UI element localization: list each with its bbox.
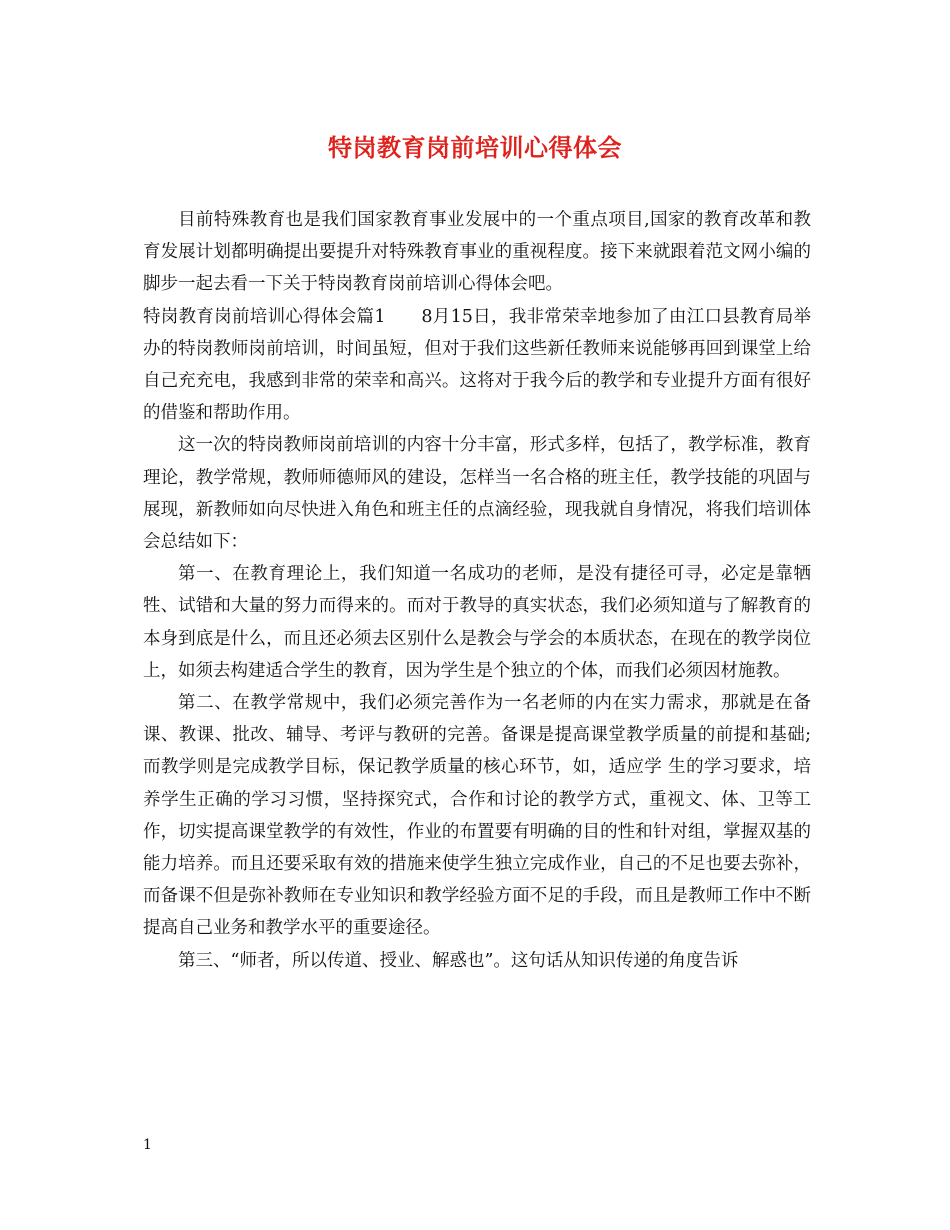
paragraph-article-1: 特岗教育岗前培训心得体会篇1 8月15日，我非常荣幸地参加了由江口县教育局举办的特岗教师岗前培训，时间虽短，但对于我们这些新任教师来说能够再回到课堂上给自己充充电，我感到非常的荣幸和高兴。这将对于我今后的教学和专业提升方面有很好的借鉴和帮助作用。 [143, 306, 811, 424]
page-number: 1 [143, 1137, 152, 1153]
paragraph-training-content: 这一次的特岗教师岗前培训的内容十分丰富，形式多样，包括了，教学标准，教育理论，教学常规，教师师德师风的建设，怎样当一名合格的班主任，教学技能的巩固与展现，新教师如向尽快进入角色和班主任的点滴经验，现我就自身情况，将我们培训体会总结如下： [143, 435, 811, 553]
paragraph-third-point: 第三、“师者，所以传道、授业、解惑也”。这句话从知识传递的角度告诉 [178, 950, 739, 971]
paragraph-second-point: 第二、在教学常规中，我们必须完善作为一名老师的内在实力需求，那就是在备课、教课、批改、辅导、考评与教研的完善。备课是提高课堂教学质量的前提和基础;而教学则是完成教学目标，保记教学质量的核心环节，如，适应学 生的学习要求，培养学生正确的学习习惯，坚持探究式，合作和讨论的教学方式，重视文、体、卫等工作，切实提高课堂教学的有效性，作业的布置要有明确的目的性和针对组，掌握双基的能力培养。而且还要采取有效的措施来使学生独立完成作业，自己的不足也要去弥补，而备课不但是弥补教师在专业知识和教学经验方面不足的手段，而且是教师工作中不断提高自己业务和教学水平的重要途径。 [143, 693, 811, 939]
document-body [143, 204, 811, 977]
document-title: 特岗教育岗前培训心得体会 [328, 133, 622, 162]
paragraph-first-point: 第一、在教育理论上，我们知道一名成功的老师，是没有捷径可寻，必定是靠牺牲、试错和大量的努力而得来的。而对于教导的真实状态，我们必须知道与了解教育的本身到底是什么，而且还必须去区别什么是教会与学会的本质状态，在现在的教学岗位上，如须去构建适合学生的教育，因为学生是个独立的个体，而我们必须因材施教。 [143, 564, 811, 681]
paragraph-intro: 目前特殊教育也是我们国家教育事业发展中的一个重点项目,国家的教育改革和教育发展计划都明确提出要提升对特殊教育事业的重视程度。接下来就跟着范文网小编的脚步一起去看一下关于特岗教育岗前培训心得体会吧。 [143, 210, 811, 295]
